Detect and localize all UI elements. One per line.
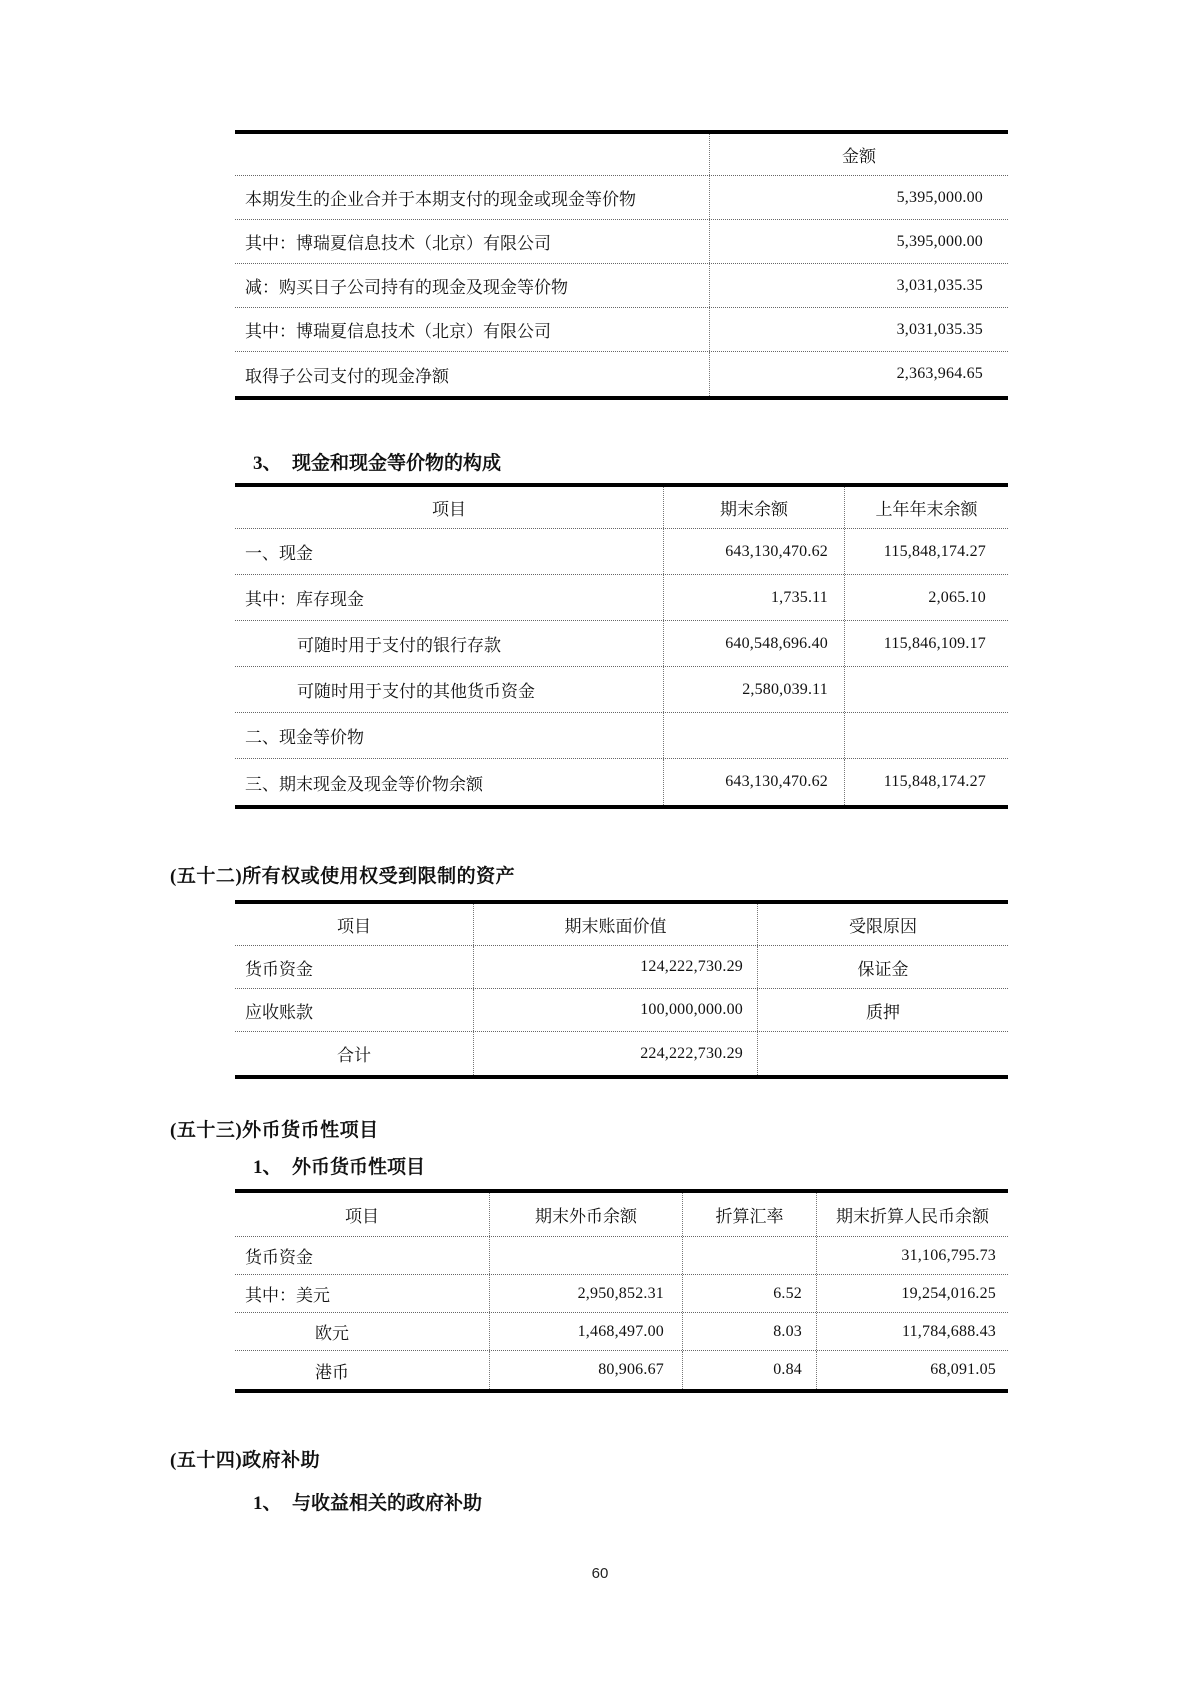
row-carrying-value: 224,222,730.29 (474, 1032, 758, 1075)
row-amount: 2,363,964.65 (896, 365, 983, 382)
row-rmb-balance: 11,784,688.43 (901, 1322, 996, 1340)
header-cell-carrying-value: 期末账面价值 (474, 904, 758, 945)
row-prior-balance: 115,848,174.27 (883, 773, 986, 790)
row-restriction-reason: 保证金 (857, 959, 909, 979)
table-row (235, 1237, 1008, 1275)
row-foreign-balance: 1,468,497.00 (490, 1313, 683, 1350)
header-cell-rmb-balance: 期末折算人民币余额 (836, 1207, 989, 1226)
row-prior-balance: 2,065.10 (928, 588, 986, 606)
table-row (235, 1351, 1008, 1389)
table-row (235, 946, 1008, 989)
row-exchange-rate: 0.84 (683, 1351, 817, 1389)
table-body (235, 946, 1008, 1075)
heading-number: 3、 (253, 453, 282, 474)
header-cell-item: 项目 (235, 904, 474, 945)
row-exchange-rate (683, 1237, 817, 1274)
row-label: 其中：博瑞夏信息技术（北京）有限公司 (235, 308, 710, 351)
row-item: 应收账款 (235, 989, 474, 1031)
row-item: 一、现金 (235, 529, 664, 574)
row-carrying-value: 100,000,000.00 (474, 989, 758, 1031)
row-amount: 3,031,035.35 (896, 320, 983, 338)
row-amount: 5,395,000.00 (896, 188, 983, 206)
table-row (235, 308, 1008, 352)
row-item: 其中：库存现金 (235, 575, 664, 620)
row-prior-balance: 115,846,109.17 (883, 634, 986, 652)
row-item: 欧元 (235, 1313, 490, 1350)
section-heading-restricted-assets: (五十二)所有权或使用权受到限制的资产 (170, 866, 516, 887)
table-row (235, 264, 1008, 308)
row-closing-balance: 1,735.11 (664, 575, 845, 620)
table-header-row (235, 1193, 1008, 1237)
table-header-row (235, 134, 1008, 176)
row-closing-balance: 643,130,470.62 (664, 759, 845, 805)
row-item: 其中：美元 (235, 1275, 490, 1312)
row-closing-balance (664, 713, 845, 758)
row-label: 取得子公司支付的现金净额 (235, 352, 710, 396)
row-carrying-value: 124,222,730.29 (474, 946, 758, 988)
table-row (235, 220, 1008, 264)
table-row (235, 176, 1008, 220)
row-item: 货币资金 (235, 946, 474, 988)
row-label: 减：购买日子公司持有的现金及现金等价物 (235, 264, 710, 307)
subsection-heading-foreign-currency (235, 1152, 1200, 1179)
heading-title: 外币货币性项目 (292, 1157, 426, 1178)
row-foreign-balance: 80,906.67 (490, 1351, 683, 1389)
page-number: 60 (591, 1565, 609, 1582)
header-cell-exchange-rate: 折算汇率 (683, 1193, 817, 1236)
heading-number: 1、 (253, 1157, 282, 1178)
row-restriction-reason (758, 1032, 1008, 1075)
table-row (235, 529, 1008, 575)
row-label: 本期发生的企业合并于本期支付的现金或现金等价物 (235, 176, 710, 219)
row-rmb-balance: 68,091.05 (930, 1361, 996, 1378)
table-body (235, 529, 1008, 805)
row-item: 三、期末现金及现金等价物余额 (235, 759, 664, 805)
row-exchange-rate: 8.03 (683, 1313, 817, 1350)
row-foreign-balance: 2,950,852.31 (490, 1275, 683, 1312)
table-header-row (235, 904, 1008, 946)
header-cell-prior-year-balance: 上年年末余额 (875, 500, 978, 519)
row-amount: 3,031,035.35 (896, 276, 983, 294)
header-cell-foreign-balance: 期末外币余额 (490, 1193, 683, 1236)
table-row (235, 1032, 1008, 1075)
row-amount: 5,395,000.00 (896, 232, 983, 250)
row-item: 港币 (235, 1351, 490, 1389)
row-item: 合计 (235, 1032, 474, 1075)
header-cell-amount: 金额 (842, 147, 876, 166)
table-row (235, 989, 1008, 1032)
row-closing-balance: 643,130,470.62 (664, 529, 845, 574)
header-cell-restriction-reason: 受限原因 (849, 917, 917, 936)
header-cell-blank (235, 134, 710, 175)
row-item: 可随时用于支付的其他货币资金 (235, 667, 664, 712)
table-row (235, 1275, 1008, 1313)
row-item: 可随时用于支付的银行存款 (235, 621, 664, 666)
heading-title: 与收益相关的政府补助 (292, 1493, 483, 1514)
subsection-heading-income-grants (235, 1488, 1200, 1515)
foreign-currency-table (235, 1189, 1008, 1393)
row-closing-balance: 640,548,696.40 (664, 621, 845, 666)
table-row (235, 759, 1008, 805)
restricted-assets-table (235, 900, 1008, 1079)
table-row (235, 575, 1008, 621)
section-heading-cash-composition (235, 448, 1200, 475)
table-body (235, 176, 1008, 396)
table-header-row (235, 487, 1008, 529)
cash-equivalents-table (235, 483, 1008, 809)
heading-number: 1、 (253, 1493, 282, 1514)
table-row (235, 352, 1008, 396)
row-item: 二、现金等价物 (235, 713, 664, 758)
table-row (235, 713, 1008, 759)
row-prior-balance (845, 667, 1008, 712)
table-body (235, 1237, 1008, 1389)
header-cell-closing-balance: 期末余额 (664, 487, 845, 528)
table-row (235, 621, 1008, 667)
row-foreign-balance (490, 1237, 683, 1274)
section-heading-foreign-currency: (五十三)外币货币性项目 (170, 1120, 379, 1141)
row-rmb-balance: 19,254,016.25 (901, 1284, 996, 1302)
row-restriction-reason: 质押 (866, 1002, 900, 1022)
header-cell-item: 项目 (235, 487, 664, 528)
row-item: 货币资金 (235, 1237, 490, 1274)
row-label: 其中：博瑞夏信息技术（北京）有限公司 (235, 220, 710, 263)
row-closing-balance: 2,580,039.11 (664, 667, 845, 712)
table-row (235, 667, 1008, 713)
row-prior-balance (845, 713, 1008, 758)
section-heading-government-grants: (五十四)政府补助 (170, 1450, 321, 1471)
row-exchange-rate: 6.52 (683, 1275, 817, 1312)
heading-title: 现金和现金等价物的构成 (292, 453, 502, 474)
row-prior-balance: 115,848,174.27 (883, 542, 986, 560)
header-cell-item: 项目 (235, 1193, 490, 1236)
table-row (235, 1313, 1008, 1351)
business-combination-cash-table (235, 130, 1008, 400)
row-rmb-balance: 31,106,795.73 (901, 1246, 996, 1264)
